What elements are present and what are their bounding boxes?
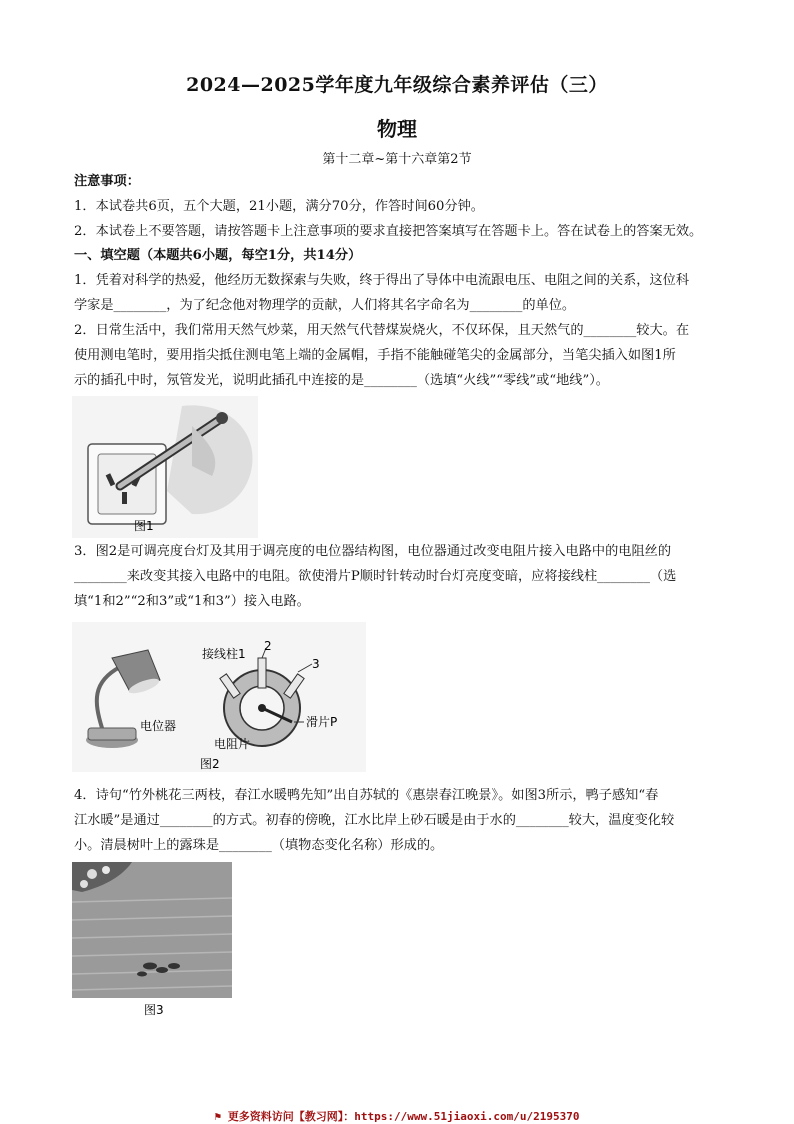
terminal-2-label: 2	[264, 639, 272, 653]
question-1-line-2: 学家是________，为了纪念他对物理学的贡献，人们将其名字命名为________的单位。	[74, 298, 576, 313]
question-2-line-1: 2．日常生活中，我们常用天然气炒菜，用天然气代替煤炭烧火，不仅环保，且天然气的________较大。在	[74, 323, 690, 338]
notice-item-2: 2．本试卷上不要答题，请按答题卡上注意事项的要求直接把答案填写在答题卡上。答在试卷上的答案无效。	[74, 224, 703, 239]
slider-label: 滑片P	[306, 715, 338, 729]
question-4-line-2: 江水暖”是通过________的方式。初春的傍晚，江水比岸上砂石暖是由于水的________较大，温度变化较	[74, 813, 675, 828]
notice-heading: 注意事项：	[74, 174, 140, 189]
notice-item-1: 1．本试卷共6页，五个大题，21小题，满分70分，作答时间60分钟。	[74, 199, 484, 214]
question-4-line-3: 小。清晨树叶上的露珠是________（填物态变化名称）形成的。	[74, 838, 444, 853]
footer-link[interactable]	[0, 1108, 794, 1124]
figure-3	[72, 862, 232, 1020]
question-3-line-1: 3．图2是可调亮度台灯及其用于调亮度的电位器结构图，电位器通过改变电阻片接入电路中的电阻丝的	[74, 544, 672, 559]
question-4-line-1: 4．诗句“竹外桃花三两枝，春江水暖鸭先知”出自苏轼的《惠崇春江晚景》。如图3所示，鸭子感知“春	[74, 788, 659, 803]
figure-2	[72, 622, 366, 772]
section-heading-fill-blank: 一、填空题（本题共6小题，每空1分，共14分）	[74, 248, 362, 263]
figure-1-label: 图1	[134, 519, 154, 533]
question-2-line-3: 示的插孔中时，氖管发光，说明此插孔中连接的是________（选填“火线”“零线”或“地线”）。	[74, 373, 609, 388]
flag-icon: ⚑	[214, 1110, 228, 1123]
socket-tester-illustration	[72, 396, 258, 538]
figure-3-label: 图3	[144, 1003, 164, 1017]
exam-title: 2024—2025学年度九年级综合素养评估（三）	[186, 74, 608, 96]
question-1-line-1: 1．凭着对科学的热爱，他经历无数探索与失败，终于得出了导体中电流跟电压、电阻之间的关系，这位科	[74, 273, 690, 288]
exam-scope: 第十二章~第十六章第2节	[322, 152, 472, 167]
terminal-1-label: 接线柱1	[202, 647, 246, 661]
question-2-line-2: 使用测电笔时，要用指尖抵住测电笔上端的金属帽，手指不能触碰笔尖的金属部分，当笔尖插入如图1所	[74, 348, 676, 363]
question-3-line-3: 填“1和2”“2和3”或“1和3”）接入电路。	[74, 594, 310, 609]
question-3-line-2: ________来改变其接入电路中的电阻。欲使滑片P顺时针转动时台灯亮度变暗，应将接线柱________（选	[74, 569, 677, 584]
figure-1	[72, 396, 258, 538]
subject-title: 物理	[377, 117, 417, 141]
figure-2-label: 图2	[200, 757, 220, 771]
potentiometer-label: 电位器	[140, 719, 177, 733]
terminal-3-label: 3	[312, 657, 320, 671]
desk-lamp-potentiometer-diagram	[72, 622, 366, 772]
resistor-label: 电阻片	[214, 737, 251, 751]
spring-river-ducks-photo	[72, 862, 232, 1020]
footer-text: 更多资料访问【教习网】：https://www.51jiaoxi.com/u/2195370	[227, 1110, 580, 1123]
